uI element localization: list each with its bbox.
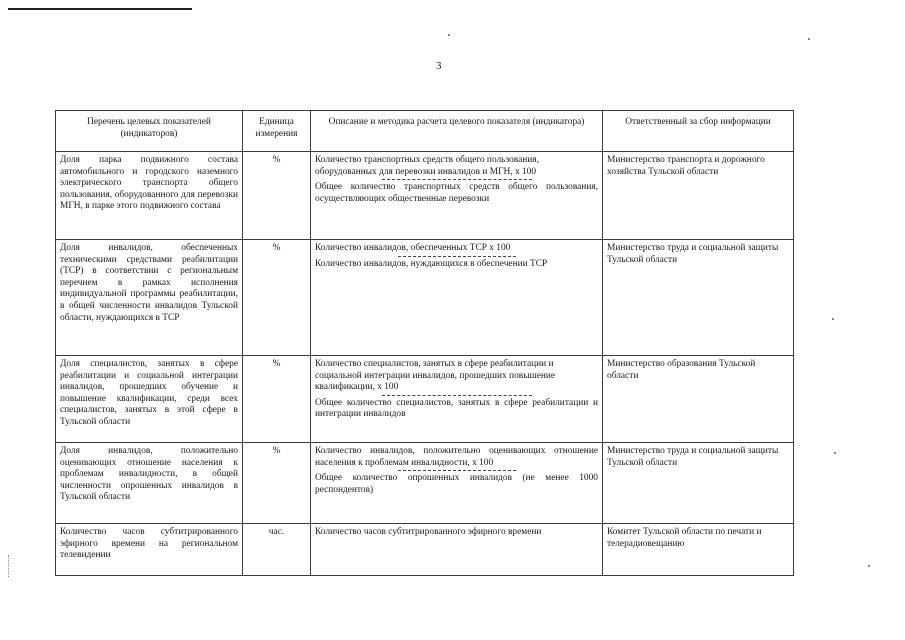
indicator-cell: Доля специалистов, занятых в сфере реабилитации и социальной интеграции инвалидов, прошедших обучение и повышение квалификации, среди всех специалистов, занятых в этой сфере в Тульской области — [56, 356, 243, 443]
indicator-cell: Доля парка подвижного состава автомобильного и городского наземного электрического транспорта общего пользования, оборудованного для перевозки МГН, в парке этого подвижного состава — [56, 152, 243, 240]
indicator-cell: Доля инвалидов, обеспеченных техническими средствами реабилитации (ТСР) в соответствии с региональным перечнем в рамках исполнения индивидуальной программы реабилитации, в общей численности инвалидов Тульской области, нуждающихся в ТСР — [56, 240, 243, 356]
formula-denominator: Общее количество опрошенных инвалидов (не менее 1000 респондентов) — [315, 473, 598, 495]
table-row — [56, 443, 794, 524]
unit-cell: % — [243, 240, 311, 356]
header-unit: Единица измерения — [243, 111, 311, 152]
formula-denominator: Общее количество транспортных средств общего пользования, осуществляющих общественные перевозки — [315, 182, 598, 204]
table-header-row — [56, 111, 794, 152]
scan-speck — [808, 38, 810, 40]
indicators-table — [55, 110, 794, 576]
responsible-cell: Министерство труда и социальной защиты Тульской области — [603, 240, 794, 356]
scan-speck — [448, 34, 450, 36]
formula-numerator: Количество часов субтитрированного эфирного времени — [315, 527, 542, 537]
header-responsible: Ответственный за сбор информации — [603, 111, 794, 152]
responsible-cell: Министерство транспорта и дорожного хозяйства Тульской области — [603, 152, 794, 240]
responsible-cell: Министерство труда и социальной защиты Тульской области — [603, 443, 794, 524]
formula-numerator: Количество транспортных средств общего пользования, оборудованных для перевозки инвалидов и МГН, х 100 — [315, 155, 539, 177]
responsible-cell: Министерство образования Тульской области — [603, 356, 794, 443]
formula-denominator: Количество инвалидов, нуждающихся в обеспечении ТСР — [315, 258, 548, 269]
table-row — [56, 524, 794, 576]
indicator-cell: Количество часов субтитрированного эфирного времени на региональном телевидении — [56, 524, 243, 576]
scan-speck — [868, 565, 870, 567]
unit-cell: % — [243, 152, 311, 240]
fraction-line — [382, 395, 532, 396]
unit-cell: час. — [243, 524, 311, 576]
table-row — [56, 356, 794, 443]
page-number: 3 — [436, 60, 442, 72]
scan-margin-marks — [8, 555, 15, 577]
fraction-line — [398, 256, 516, 257]
method-cell — [311, 443, 603, 524]
responsible-cell: Комитет Тульской области по печати и телерадиовещанию — [603, 524, 794, 576]
formula-numerator: Количество инвалидов, положительно оценивающих отношение населения к проблемам инвалидности, х 100 — [315, 446, 598, 468]
fraction-line — [382, 179, 532, 180]
fraction-line — [398, 470, 516, 471]
header-indicator: Перечень целевых показателей (индикаторов) — [56, 111, 243, 152]
method-cell — [311, 356, 603, 443]
indicator-cell: Доля инвалидов, положительно оценивающих отношение населения к проблемам инвалидности, в общей численности опрошенных инвалидов в Тульской области — [56, 443, 243, 524]
formula-denominator: Общее количество специалистов, занятых в сфере реабилитации и интеграции инвалидов — [315, 397, 598, 420]
method-cell — [311, 240, 603, 356]
table-row — [56, 240, 794, 356]
unit-cell: % — [243, 443, 311, 524]
unit-cell: % — [243, 356, 311, 443]
formula-numerator: Количество специалистов, занятых в сфере реабилитации и социальной интеграции инвалидов, прошедших повышение квалификации, х 100 — [315, 359, 556, 393]
scan-speck — [834, 452, 836, 454]
header-method: Описание и методика расчета целевого показателя (индикатора) — [311, 111, 603, 152]
method-cell — [311, 524, 603, 576]
table-row — [56, 152, 794, 240]
formula-numerator: Количество инвалидов, обеспеченных ТСР х 100 — [315, 243, 511, 253]
scan-speck — [832, 318, 834, 320]
top-rule — [8, 8, 192, 10]
method-cell — [311, 152, 603, 240]
